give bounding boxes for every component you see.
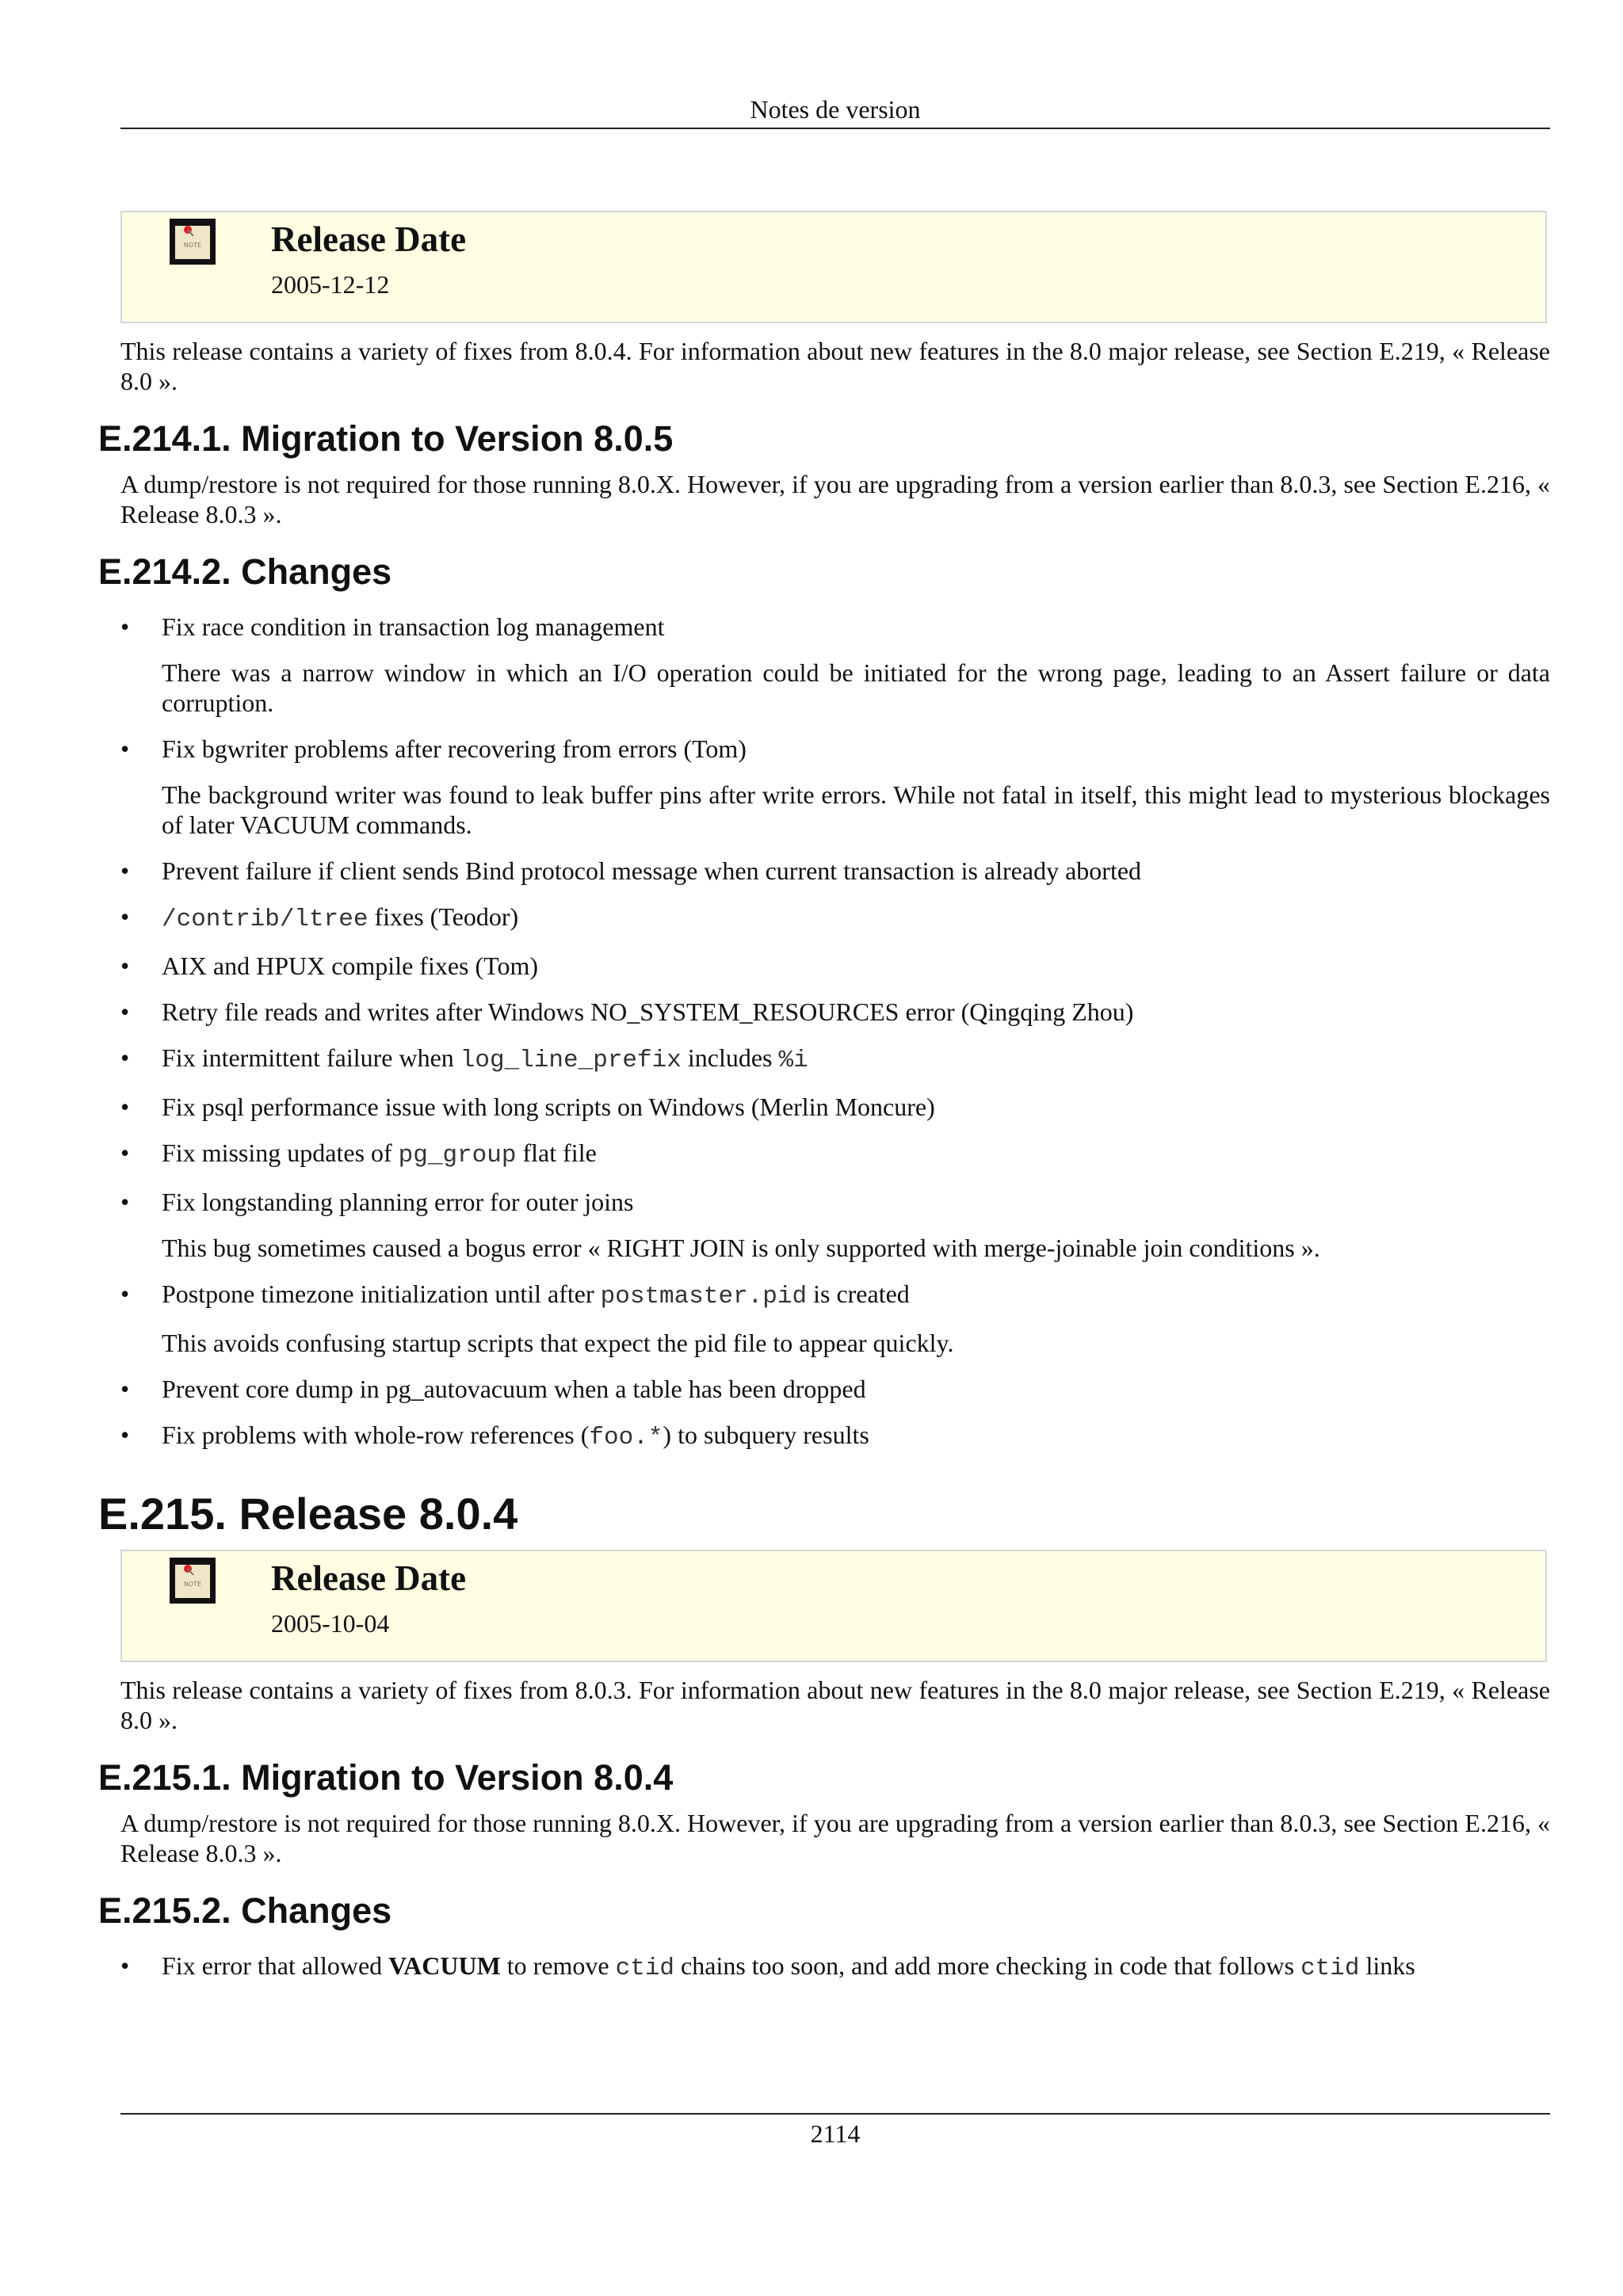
page-number: 2114	[810, 2119, 861, 2148]
note-icon	[170, 1558, 216, 1604]
change-text: Fix race condition in transaction log management	[162, 612, 665, 641]
list-item	[120, 1420, 1550, 1453]
bullet: •	[120, 902, 130, 931]
svg-text:NOTE: NOTE	[183, 1581, 202, 1588]
page-content	[98, 211, 1550, 1984]
change-text	[162, 1043, 1550, 1076]
change-text	[162, 1420, 1550, 1453]
bullet: •	[120, 734, 130, 763]
change-text-head: Fix error that allowed	[162, 1951, 389, 1980]
change-text-tail: flat file	[516, 1138, 597, 1167]
bullet: •	[120, 1951, 130, 1980]
bullet: •	[120, 997, 130, 1026]
list-item	[120, 1138, 1550, 1171]
change-text-tail: is created	[807, 1280, 910, 1308]
change-text: Fix longstanding planning error for outer joins	[162, 1188, 634, 1216]
bullet: •	[120, 612, 130, 641]
bullet: •	[120, 1375, 130, 1403]
change-text-head: Postpone timezone initialization until after	[162, 1280, 601, 1308]
list-item	[120, 1187, 1550, 1263]
change-text	[162, 1138, 1550, 1171]
changes-list	[120, 1951, 1550, 1984]
change-text: Retry file reads and writes after Windows NO_SYSTEM_RESOURCES error (Qingqing Zhou)	[162, 997, 1134, 1026]
bullet: •	[120, 952, 130, 980]
footer-rule	[120, 2113, 1550, 2115]
change-text-mid: chains too soon, and add more checking in code that follows	[674, 1951, 1301, 1980]
change-text-tail: links	[1359, 1951, 1415, 1980]
migration-paragraph: A dump/restore is not required for those running 8.0.X. However, if you are upgrading from a version earlier than 8.0.3, see Section E.216, « Release 8.0.3 ».	[120, 1809, 1550, 1867]
list-item	[120, 1043, 1550, 1076]
change-text	[162, 1951, 1550, 1984]
code-literal: pg_group	[398, 1142, 517, 1169]
change-text	[162, 1279, 1550, 1312]
note-icon	[170, 219, 216, 265]
change-text-tail: ) to subquery results	[663, 1421, 869, 1449]
change-text-head: Fix problems with whole-row references (	[162, 1421, 590, 1449]
svg-text:NOTE: NOTE	[183, 242, 202, 249]
code-literal: postmaster.pid	[600, 1283, 808, 1310]
release-date: 2005-12-12	[271, 270, 390, 299]
change-text: Prevent failure if client sends Bind protocol message when current transaction is already aborted	[162, 856, 1142, 885]
list-item	[120, 1092, 1550, 1122]
list-item	[120, 856, 1550, 886]
list-item	[120, 612, 1550, 718]
code-literal: ctid	[1300, 1955, 1360, 1982]
change-detail: This avoids confusing startup scripts that expect the pid file to appear quickly.	[162, 1329, 954, 1357]
change-detail: The background writer was found to leak buffer pins after write errors. While not fatal in itself, this might lead to mysterious blockages of later VACUUM commands.	[162, 780, 1550, 839]
bullet: •	[120, 1421, 130, 1449]
release-heading: E.215. Release 8.0.4	[98, 1489, 518, 1539]
changes-list	[120, 612, 1550, 1453]
bullet: •	[120, 1280, 130, 1308]
bullet: •	[120, 1188, 130, 1216]
section-heading-changes: E.214.2. Changes	[98, 551, 392, 592]
change-text-mid: includes	[681, 1043, 779, 1072]
section-heading-changes: E.215.2. Changes	[98, 1890, 392, 1931]
bullet: •	[120, 1043, 130, 1072]
change-text: Fix psql performance issue with long scripts on Windows (Merlin Moncure)	[162, 1093, 935, 1121]
code-literal: /contrib/ltree	[162, 906, 369, 933]
intro-paragraph: This release contains a variety of fixes from 8.0.3. For information about new features in the 8.0 major release, see Section E.219, « Release 8.0 ».	[120, 1676, 1550, 1734]
code-literal: log_line_prefix	[460, 1047, 682, 1074]
change-text-tail: fixes (Teodor)	[368, 902, 519, 931]
list-item	[120, 997, 1550, 1027]
code-literal: ctid	[615, 1955, 675, 1982]
code-literal: foo.*	[589, 1424, 663, 1451]
running-header: Notes de version	[750, 95, 921, 124]
code-literal: %i	[778, 1047, 808, 1074]
section-heading-migration: E.214.1. Migration to Version 8.0.5	[98, 418, 674, 459]
list-item	[120, 1374, 1550, 1404]
change-text: AIX and HPUX compile fixes (Tom)	[162, 952, 538, 980]
change-text: Prevent core dump in pg_autovacuum when a table has been dropped	[162, 1375, 866, 1403]
bullet: •	[120, 1138, 130, 1167]
intro-paragraph: This release contains a variety of fixes from 8.0.4. For information about new features in the 8.0 major release, see Section E.219, « Release 8.0 ».	[120, 337, 1550, 395]
change-text-mid: to remove	[500, 1951, 616, 1980]
list-item	[120, 1951, 1550, 1984]
change-detail: There was a narrow window in which an I/O operation could be initiated for the wrong page, leading to an Assert failure or data corruption.	[162, 658, 1550, 717]
note-title: Release Date	[271, 1558, 467, 1598]
change-text-head: Fix missing updates of	[162, 1138, 399, 1167]
command-name: VACUUM	[388, 1951, 501, 1980]
change-text	[162, 902, 1550, 935]
migration-paragraph: A dump/restore is not required for those running 8.0.X. However, if you are upgrading from a version earlier than 8.0.3, see Section E.216, « Release 8.0.3 ».	[120, 470, 1550, 528]
bullet: •	[120, 856, 130, 885]
note-title: Release Date	[271, 219, 467, 259]
header-rule	[120, 128, 1550, 129]
bullet: •	[120, 1093, 130, 1121]
change-text: Fix bgwriter problems after recovering from errors (Tom)	[162, 734, 747, 763]
release-date-note	[120, 1550, 1547, 1662]
change-text-head: Fix intermittent failure when	[162, 1043, 460, 1072]
section-heading-migration: E.215.1. Migration to Version 8.0.4	[98, 1757, 674, 1798]
list-item	[120, 902, 1550, 935]
change-detail: This bug sometimes caused a bogus error « RIGHT JOIN is only supported with merge-joinable join conditions ».	[162, 1234, 1320, 1262]
list-item	[120, 1279, 1550, 1358]
list-item	[120, 951, 1550, 981]
release-date: 2005-10-04	[271, 1609, 390, 1638]
list-item	[120, 734, 1550, 840]
release-date-note	[120, 211, 1547, 323]
